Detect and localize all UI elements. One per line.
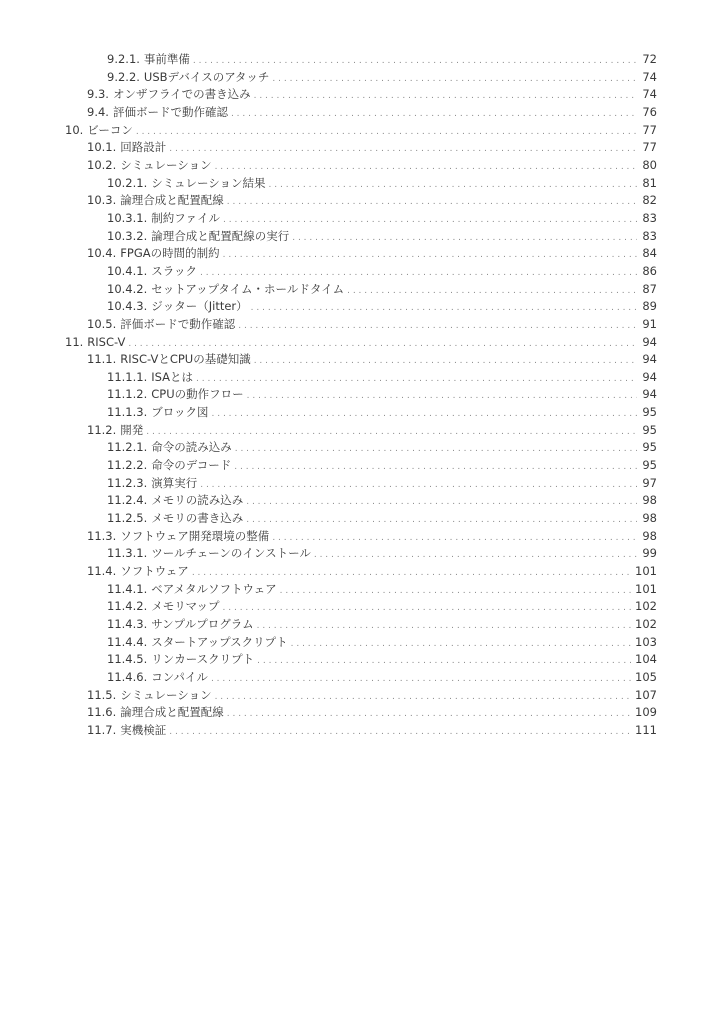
- toc-entry-number: 10.2.: [87, 157, 117, 172]
- toc-entry-page: 94: [642, 369, 657, 384]
- toc-entry-title: スタートアップスクリプト: [151, 634, 288, 649]
- toc-entry-title: スラック: [151, 263, 198, 278]
- toc-entry-number: 11.1.1.: [107, 369, 148, 384]
- toc-entry-title: 論理合成と配置配線: [120, 193, 224, 208]
- toc-entry-number: 10.3.1.: [107, 210, 148, 225]
- toc-entry-page: 111: [635, 722, 657, 737]
- toc-entry-title: リンカースクリプト: [151, 652, 255, 667]
- toc-entry-page: 81: [642, 175, 657, 190]
- toc-entry-title: シミュレーション結果: [151, 175, 266, 190]
- toc-entry-title: オンザフライでの書き込み: [112, 87, 251, 102]
- toc-entry-number: 11.2.1.: [107, 440, 148, 455]
- toc-entry-page: 105: [635, 669, 657, 684]
- toc-entry-page: 74: [642, 87, 657, 102]
- toc-entry[interactable]: [0, 86, 725, 104]
- toc-entry-number: 11.1.2.: [107, 387, 148, 402]
- toc-entry-number: 11.4.1.: [107, 581, 148, 596]
- toc-entry-number: 10.3.: [87, 193, 117, 208]
- toc-entry-title: ビーコン: [87, 122, 133, 137]
- toc-entry-number: 11.4.2.: [107, 599, 148, 614]
- toc-entry[interactable]: [0, 316, 725, 334]
- toc-entry-number: 10.4.1.: [107, 263, 148, 278]
- toc-entry-page: 101: [635, 564, 657, 579]
- toc-entry[interactable]: [0, 492, 725, 510]
- toc-entry-number: 11.3.1.: [107, 546, 148, 561]
- toc-entry-page: 80: [642, 157, 657, 172]
- toc-entry-number: 11.1.3.: [107, 405, 148, 420]
- toc-entry[interactable]: [0, 457, 725, 475]
- toc-entry[interactable]: [0, 245, 725, 263]
- toc-entry-title: ISAとは: [151, 369, 194, 384]
- toc-entry[interactable]: [0, 545, 725, 563]
- toc-entry-page: 91: [642, 316, 657, 331]
- toc-entry[interactable]: [0, 334, 725, 352]
- toc-entry-page: 83: [642, 210, 657, 225]
- toc-entry-title: サンプルプログラム: [151, 617, 254, 631]
- toc-entry-title: 評価ボードで動作確認: [112, 104, 228, 119]
- toc-entry-page: 94: [642, 334, 657, 349]
- toc-entry-number: 11.4.: [87, 564, 117, 579]
- toc-entry-number: 11.4.6.: [107, 669, 148, 684]
- toc-entry[interactable]: [0, 510, 725, 528]
- toc-entry[interactable]: [0, 704, 725, 722]
- toc-entry-number: 10.4.: [87, 246, 117, 261]
- toc-entry-number: 9.2.2.: [107, 69, 140, 84]
- toc-entry-page: 109: [635, 705, 657, 720]
- toc-entry-page: 86: [642, 263, 657, 278]
- toc-entry[interactable]: [0, 192, 725, 210]
- toc-entry-title: 回路設計: [120, 140, 167, 155]
- dot-leader: [169, 724, 631, 742]
- toc-entry[interactable]: [0, 581, 725, 599]
- toc-entry-title: ソフトウェア開発環境の整備: [120, 528, 270, 543]
- toc-entry[interactable]: [0, 722, 725, 740]
- toc-entry-page: 101: [635, 581, 657, 596]
- toc-entry-page: 102: [635, 599, 657, 614]
- toc-entry[interactable]: [0, 563, 725, 581]
- toc-entry-title: 実機検証: [120, 722, 167, 737]
- toc-entry-page: 103: [635, 634, 657, 649]
- toc-entry-number: 11.4.4.: [107, 634, 148, 649]
- toc-entry[interactable]: [0, 634, 725, 652]
- toc-entry-number: 10.5.: [87, 316, 117, 331]
- toc-entry-title: メモリマップ: [151, 599, 220, 614]
- toc-entry-number: 11.1.: [87, 352, 117, 367]
- toc-entry-page: 95: [642, 422, 657, 437]
- toc-entry-page: 97: [642, 475, 657, 490]
- toc-entry-number: 10.1.: [87, 140, 117, 155]
- toc-entry-title: ブロック図: [151, 405, 209, 420]
- toc-entry[interactable]: [0, 386, 725, 404]
- toc-entry-page: 89: [642, 299, 657, 314]
- toc-entry-number: 11.3.: [87, 528, 117, 543]
- toc-entry-number: 10.3.2.: [107, 228, 148, 243]
- toc-entry-title: 命令の読み込み: [151, 440, 232, 455]
- toc-entry-page: 74: [642, 69, 657, 84]
- toc-entry-number: 11.: [65, 334, 84, 349]
- toc-entry-title: 評価ボードで動作確認: [120, 316, 236, 331]
- toc-entry-page: 98: [642, 528, 657, 543]
- toc-entry-title: 論理合成と配置配線: [120, 705, 224, 720]
- toc-entry-title: シミュレーション: [120, 687, 212, 702]
- toc-entry-page: 99: [642, 546, 657, 561]
- toc-entry[interactable]: [0, 422, 725, 440]
- toc-entry-page: 95: [642, 405, 657, 420]
- toc-entry[interactable]: [0, 51, 725, 69]
- toc-entry[interactable]: [0, 122, 725, 140]
- toc-entry-page: 77: [642, 122, 657, 137]
- toc-entry-title: 論理合成と配置配線の実行: [151, 228, 290, 243]
- toc-entry-title: ツールチェーンのインストール: [151, 546, 311, 561]
- toc-entry-title: コンパイル: [151, 669, 208, 684]
- toc-entry[interactable]: [0, 369, 725, 387]
- toc-entry-page: 76: [642, 104, 657, 119]
- toc-entry-number: 9.3.: [87, 87, 109, 102]
- toc-entry-number: 9.2.1.: [107, 52, 140, 66]
- toc-entry-page: 83: [642, 228, 657, 243]
- toc-entry-number: 11.6.: [87, 705, 117, 720]
- toc-entry-page: 102: [635, 617, 657, 631]
- toc-entry[interactable]: [0, 404, 725, 422]
- toc-entry-title: 命令のデコード: [151, 458, 232, 473]
- toc-entry-number: 11.2.: [87, 422, 117, 437]
- toc-entry[interactable]: [0, 175, 725, 193]
- toc-entry-number: 11.2.3.: [107, 475, 148, 490]
- toc-entry-number: 11.5.: [87, 687, 117, 702]
- toc-entry-number: 11.2.4.: [107, 493, 148, 508]
- toc-entry-page: 98: [642, 511, 657, 526]
- toc-entry[interactable]: [0, 598, 725, 616]
- toc-entry-title: RISC-V: [87, 334, 126, 349]
- toc-entry-number: 11.7.: [87, 722, 117, 737]
- toc-entry[interactable]: [0, 263, 725, 281]
- toc-entry-number: 11.4.5.: [107, 652, 148, 667]
- toc-entry-page: 84: [642, 246, 657, 261]
- toc-entry-page: 77: [642, 140, 657, 155]
- toc-entry-title: ソフトウェア: [120, 564, 189, 579]
- toc-entry-page: 82: [642, 193, 657, 208]
- toc-entry-number: 9.4.: [87, 104, 109, 119]
- toc-entry-number: 10.4.3.: [107, 299, 148, 314]
- toc-entry-title: シミュレーション: [120, 157, 212, 172]
- toc-entry-number: 11.2.5.: [107, 511, 148, 526]
- toc-entry-title: RISC-VとCPUの基礎知識: [120, 352, 251, 367]
- toc-entry[interactable]: [0, 351, 725, 369]
- table-of-contents: [0, 51, 725, 740]
- toc-entry-page: 104: [635, 652, 657, 667]
- toc-entry-title: USBデバイスのアタッチ: [143, 69, 270, 84]
- toc-entry[interactable]: [0, 298, 725, 316]
- toc-entry-title: メモリの書き込み: [151, 511, 244, 526]
- toc-entry[interactable]: [0, 475, 725, 493]
- toc-entry-page: 98: [642, 493, 657, 508]
- toc-entry[interactable]: [0, 528, 725, 546]
- toc-entry[interactable]: [0, 157, 725, 175]
- toc-entry-page: 95: [642, 440, 657, 455]
- toc-entry[interactable]: [0, 439, 725, 457]
- toc-entry-title: FPGAの時間的制約: [120, 246, 220, 261]
- toc-entry-page: 107: [635, 687, 657, 702]
- toc-entry[interactable]: [0, 616, 725, 634]
- toc-entry[interactable]: [0, 669, 725, 687]
- toc-entry-title: CPUの動作フロー: [151, 387, 244, 402]
- toc-entry-number: 10.2.1.: [107, 175, 148, 190]
- toc-entry-number: 11.4.3.: [107, 617, 148, 631]
- toc-entry-title: 制約ファイル: [151, 210, 221, 225]
- toc-entry[interactable]: [0, 228, 725, 246]
- toc-entry-title: ベアメタルソフトウェア: [151, 581, 277, 596]
- toc-entry-page: 72: [642, 52, 657, 66]
- toc-entry[interactable]: [0, 210, 725, 228]
- toc-entry-title: セットアップタイム・ホールドタイム: [151, 281, 345, 296]
- toc-entry[interactable]: [0, 651, 725, 669]
- toc-entry-page: 95: [642, 458, 657, 473]
- toc-entry[interactable]: [0, 139, 725, 157]
- toc-entry-title: 演算実行: [151, 475, 198, 490]
- toc-entry[interactable]: [0, 687, 725, 705]
- toc-entry-number: 10.4.2.: [107, 281, 148, 296]
- toc-entry-page: 87: [642, 281, 657, 296]
- toc-entry-number: 11.2.2.: [107, 458, 148, 473]
- toc-entry-page: 94: [642, 387, 657, 402]
- toc-entry-title: 開発: [120, 422, 144, 437]
- toc-entry[interactable]: [0, 69, 725, 87]
- toc-entry-title: メモリの読み込み: [151, 493, 244, 508]
- toc-entry[interactable]: [0, 281, 725, 299]
- toc-entry-title: 事前準備: [143, 52, 190, 66]
- toc-entry[interactable]: [0, 104, 725, 122]
- toc-entry-title: ジッター（Jitter）: [151, 299, 248, 314]
- toc-entry-page: 94: [642, 352, 657, 367]
- toc-entry-number: 10.: [65, 122, 84, 137]
